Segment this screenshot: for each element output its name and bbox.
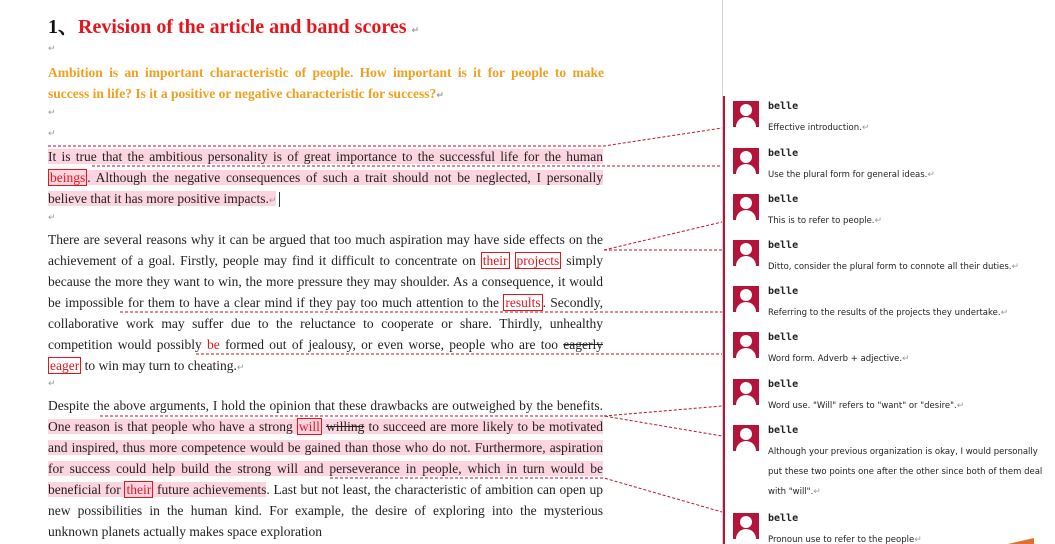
text-run: Despite the above arguments, I hold the opinion that these drawbacks are outweighed by the benefits. <box>48 398 603 413</box>
connector-9 <box>330 478 722 512</box>
paragraph-body-two[interactable]: Despite the above arguments, I hold the opinion that these drawbacks are outweighed by the benefits. One reason is that people who have a strong will willing to succeed are more likely to be motivated and inspired, thus more competence would be gained than those who do not. Furthermore, aspiration for success could help build the strong will and perseverance in people, which in turn would be beneficial for their future achievements. Last but not least, the characteristic of ambition can open up new possibilities in the human kind. For example, the desire of exploring into the mysterious unknown planets actually makes space exploration <box>48 398 604 539</box>
user-avatar-icon <box>733 425 759 451</box>
comment-text: Ditto, consider the plural form to connote all their duties.↵ <box>768 262 1020 272</box>
user-avatar-icon <box>733 379 759 405</box>
comment-author: belle <box>768 286 799 297</box>
empty-paragraph-mark: ↵ <box>48 129 56 139</box>
empty-paragraph-mark: ↵ <box>48 108 56 118</box>
user-avatar-icon <box>733 101 759 127</box>
comment-author: belle <box>768 513 799 524</box>
comments-pane[interactable] <box>722 0 1055 544</box>
commented-text[interactable]: It is true that the ambitious personality is of great importance to the successful life for the human beings . Although the negative consequences of such a trait should not be neglected, I personally believe that it has more positive impacts.↵ <box>48 149 603 206</box>
connector-7 <box>604 406 722 416</box>
text-run: simply because the more they want to win, the more pressure they may shoulder. As a consequence, it would be impossible for them to have a clear mind if they pay too much attention to the <box>48 253 604 310</box>
comment-text: Word use. "Will" refers to "want" or "desire".↵ <box>768 401 965 411</box>
user-avatar-icon <box>733 513 759 539</box>
heading-number: 1、 <box>48 16 78 38</box>
user-avatar-icon <box>733 332 759 358</box>
comment-text: Referring to the results of the projects they undertake.↵ <box>768 308 1009 318</box>
paragraph-mark: ↵ <box>236 363 245 373</box>
text-run: One reason is that people who have a strong <box>48 419 297 434</box>
comment-text: Word form. Adverb + adjective.↵ <box>768 354 910 364</box>
comment-text: Effective introduction.↵ <box>768 123 870 133</box>
user-avatar-icon <box>733 194 759 220</box>
revision-pronoun[interactable]: their <box>482 253 508 268</box>
text-run: to succeed are more likely to be motivated and inspired, thus more competence would be gained than those who do not. Furthermore, aspiration for success could help build the strong will and perseverance in people, which in turn would be beneficial for <box>48 419 604 497</box>
comment-author: belle <box>768 379 799 390</box>
revision-their[interactable]: their <box>126 482 152 497</box>
comment-author: belle <box>768 425 799 436</box>
question-text: Ambition is an important characteristic of people. How important is it for people to make success in life? Is it a positive or negative characteristic for success? <box>48 65 604 101</box>
connector-8 <box>100 416 722 436</box>
revision-plural[interactable]: beings <box>50 170 86 185</box>
revision-eager[interactable]: eager <box>50 358 80 373</box>
text-run: Last but not least, the characteristic of ambition can open up new possibilities in the human kind. For example, the desire of exploring into the mysterious unknown planets actually makes space exploration <box>48 482 603 539</box>
comment-author: belle <box>768 148 799 159</box>
comment-author: belle <box>768 240 799 251</box>
user-avatar-icon <box>733 240 759 266</box>
deleted-text[interactable]: willing <box>326 419 365 434</box>
text-run: Although the negative consequences of such a trait should not be neglected, I personally believe that it has more positive impacts. <box>48 170 603 206</box>
user-avatar-icon <box>733 148 759 174</box>
text-run: There are several reasons why it can be argued that too much aspiration may have side effects on the achievement of a goal. Firstly, people may find it difficult to concentrate on <box>48 232 603 268</box>
empty-paragraph-mark: ↵ <box>48 44 56 54</box>
text-run: Secondly, collaborative work may suffer due to the reluctance to cooperate or share. Thirdly, unhealthy competition would possibly <box>48 295 603 352</box>
paragraph-mark: ↵ <box>268 196 277 206</box>
text-run: It is true that the ambitious personality is of great importance to the successful life for the human <box>48 149 603 164</box>
paragraph-body-one[interactable]: There are several reasons why it can be argued that too much aspiration may have side effects on the achievement of a goal. Firstly, people may find it difficult to concentrate on their projects simply because the more they want to win, the more pressure they may shoulder. As a consequence, it would be impossible for them to have a clear mind if they pay too much attention to the results . Secondly, collaborative work may suffer due to the reluctance to cooperate or share. Thirdly, unhealthy competition would possibly be formed out of jealousy, or even worse, people who are too eagerly eager to win may turn to cheating.↵ <box>48 232 604 373</box>
revision-will[interactable]: will <box>298 419 320 434</box>
revision-results[interactable]: results <box>505 295 541 310</box>
text-run: future achievements <box>153 482 267 497</box>
revision-projects[interactable]: projects <box>516 253 560 268</box>
comment-text: This is to refer to people.↵ <box>768 216 883 226</box>
comment-author: belle <box>768 332 799 343</box>
comment-author: belle <box>768 101 799 112</box>
empty-paragraph-mark: ↵ <box>48 379 56 389</box>
heading-text: Revision of the article and band scores <box>78 16 407 38</box>
comment-text: Use the plural form for general ideas.↵ <box>768 170 935 180</box>
connector-3 <box>604 222 722 250</box>
inserted-text[interactable]: be <box>207 337 220 352</box>
window-corner-decoration <box>1008 538 1034 544</box>
comment-text: Pronoun use to refer to the people↵ <box>768 535 922 544</box>
comment-text: Although your previous organization is okay, I would personally put these two points one after the other since both of them deal with "will".↵ <box>768 447 1043 497</box>
empty-paragraph-mark: ↵ <box>48 213 56 223</box>
user-avatar-icon <box>733 286 759 312</box>
connector-1 <box>48 128 722 146</box>
paragraph-mark: ↵ <box>436 91 444 101</box>
text-run: formed out of jealousy, or even worse, people who are too <box>219 337 564 352</box>
paragraph-mark: ↵ <box>411 26 420 36</box>
deleted-text[interactable]: eagerly <box>563 337 603 352</box>
comments-pane-border <box>723 96 725 544</box>
comment-author: belle <box>768 194 799 205</box>
text-run: to win may turn to cheating. <box>81 358 237 373</box>
